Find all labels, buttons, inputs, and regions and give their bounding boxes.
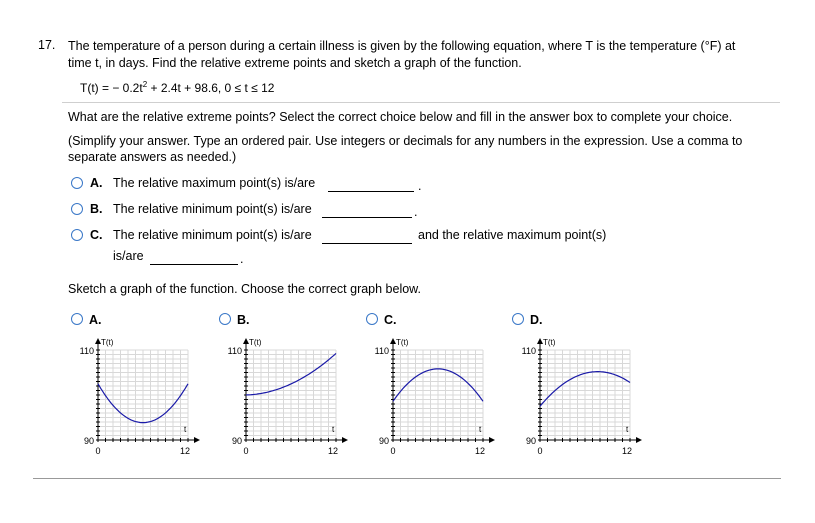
question-line-1: The temperature of a person during a certain illness is given by the following equation, where T is the temperature (°F) at (68, 39, 736, 53)
graph-a-x-arrow (194, 437, 200, 443)
graph-b-y-top-label: 110 (227, 346, 242, 356)
graph-d-y-axis-label: T(t) (543, 338, 556, 347)
graph-b-x-arrow (342, 437, 348, 443)
part1-instructions: (Simplify your answer. Type an ordered pair. Use integers or decimals for any numbers in the expression. Use a comma to separate answers as needed.) (68, 134, 743, 164)
graph-d-y-top-label: 110 (521, 346, 536, 356)
choice-b-text: The relative minimum point(s) is/are (113, 202, 312, 216)
graph-d-x-axis-label: t (626, 425, 629, 434)
graph-a-x-axis-label: t (184, 425, 187, 434)
graph-c-x-right-label: 12 (474, 446, 486, 456)
choice-a-text: The relative maximum point(s) is/are (113, 176, 316, 190)
equation-suffix: + 2.4t + 98.6, 0 ≤ t ≤ 12 (147, 81, 275, 95)
choice-c-text: The relative minimum point(s) is/are (113, 228, 312, 242)
graph-b-y-bottom-label: 90 (231, 436, 242, 446)
question-number: 17. (38, 38, 56, 52)
graph-a-y-top-label: 110 (79, 346, 94, 356)
graph-b-y-axis-label: T(t) (249, 338, 262, 347)
graph-a-x-left-label: 0 (95, 446, 101, 456)
graph-a-letter: A. (89, 313, 102, 327)
graph-c-y-bottom-label: 90 (378, 436, 389, 446)
graph-b-x-axis-label: t (332, 425, 335, 434)
graph-d-y-bottom-label: 90 (525, 436, 536, 446)
part1-prompt: What are the relative extreme points? Select the correct choice below and fill in the answer box to complete your choice. (68, 110, 733, 124)
graph-c-x-left-label: 0 (390, 446, 396, 456)
graph-b-x-left-label: 0 (243, 446, 249, 456)
question-line-2: time t, in days. Find the relative extreme points and sketch a graph of the function. (68, 56, 522, 70)
graph-c-letter: C. (384, 313, 397, 327)
bottom-divider (33, 478, 781, 479)
equation-exponent: 2 (142, 80, 148, 89)
part2-prompt: Sketch a graph of the function. Choose the correct graph below. (68, 282, 421, 296)
graph-d-letter: D. (530, 313, 543, 327)
choice-b-period: . (414, 205, 418, 219)
graph-a-y-bottom-label: 90 (83, 436, 94, 446)
choice-c-middle-text: and the relative maximum point(s) (418, 228, 607, 242)
graph-c-x-axis-label: t (479, 425, 482, 434)
graph-d-x-right-label: 12 (621, 446, 633, 456)
graph-d-x-arrow (636, 437, 642, 443)
graph-c-y-axis-label: T(t) (396, 338, 409, 347)
choice-a-letter: A. (90, 176, 103, 190)
graph-a-x-right-label: 12 (179, 446, 191, 456)
choice-c-period: . (240, 252, 244, 266)
choice-a-period: . (418, 179, 422, 193)
choice-b-letter: B. (90, 202, 103, 216)
choice-c-line2: is/are (113, 249, 144, 263)
choice-c-letter: C. (90, 228, 103, 242)
graph-c-x-arrow (489, 437, 495, 443)
graph-b-x-right-label: 12 (327, 446, 339, 456)
graph-d-x-left-label: 0 (537, 446, 543, 456)
graph-b-letter: B. (237, 313, 250, 327)
graph-c-y-top-label: 110 (374, 346, 389, 356)
graph-a-y-axis-label: T(t) (101, 338, 114, 347)
equation-prefix: T(t) = − 0.2t (80, 81, 143, 95)
